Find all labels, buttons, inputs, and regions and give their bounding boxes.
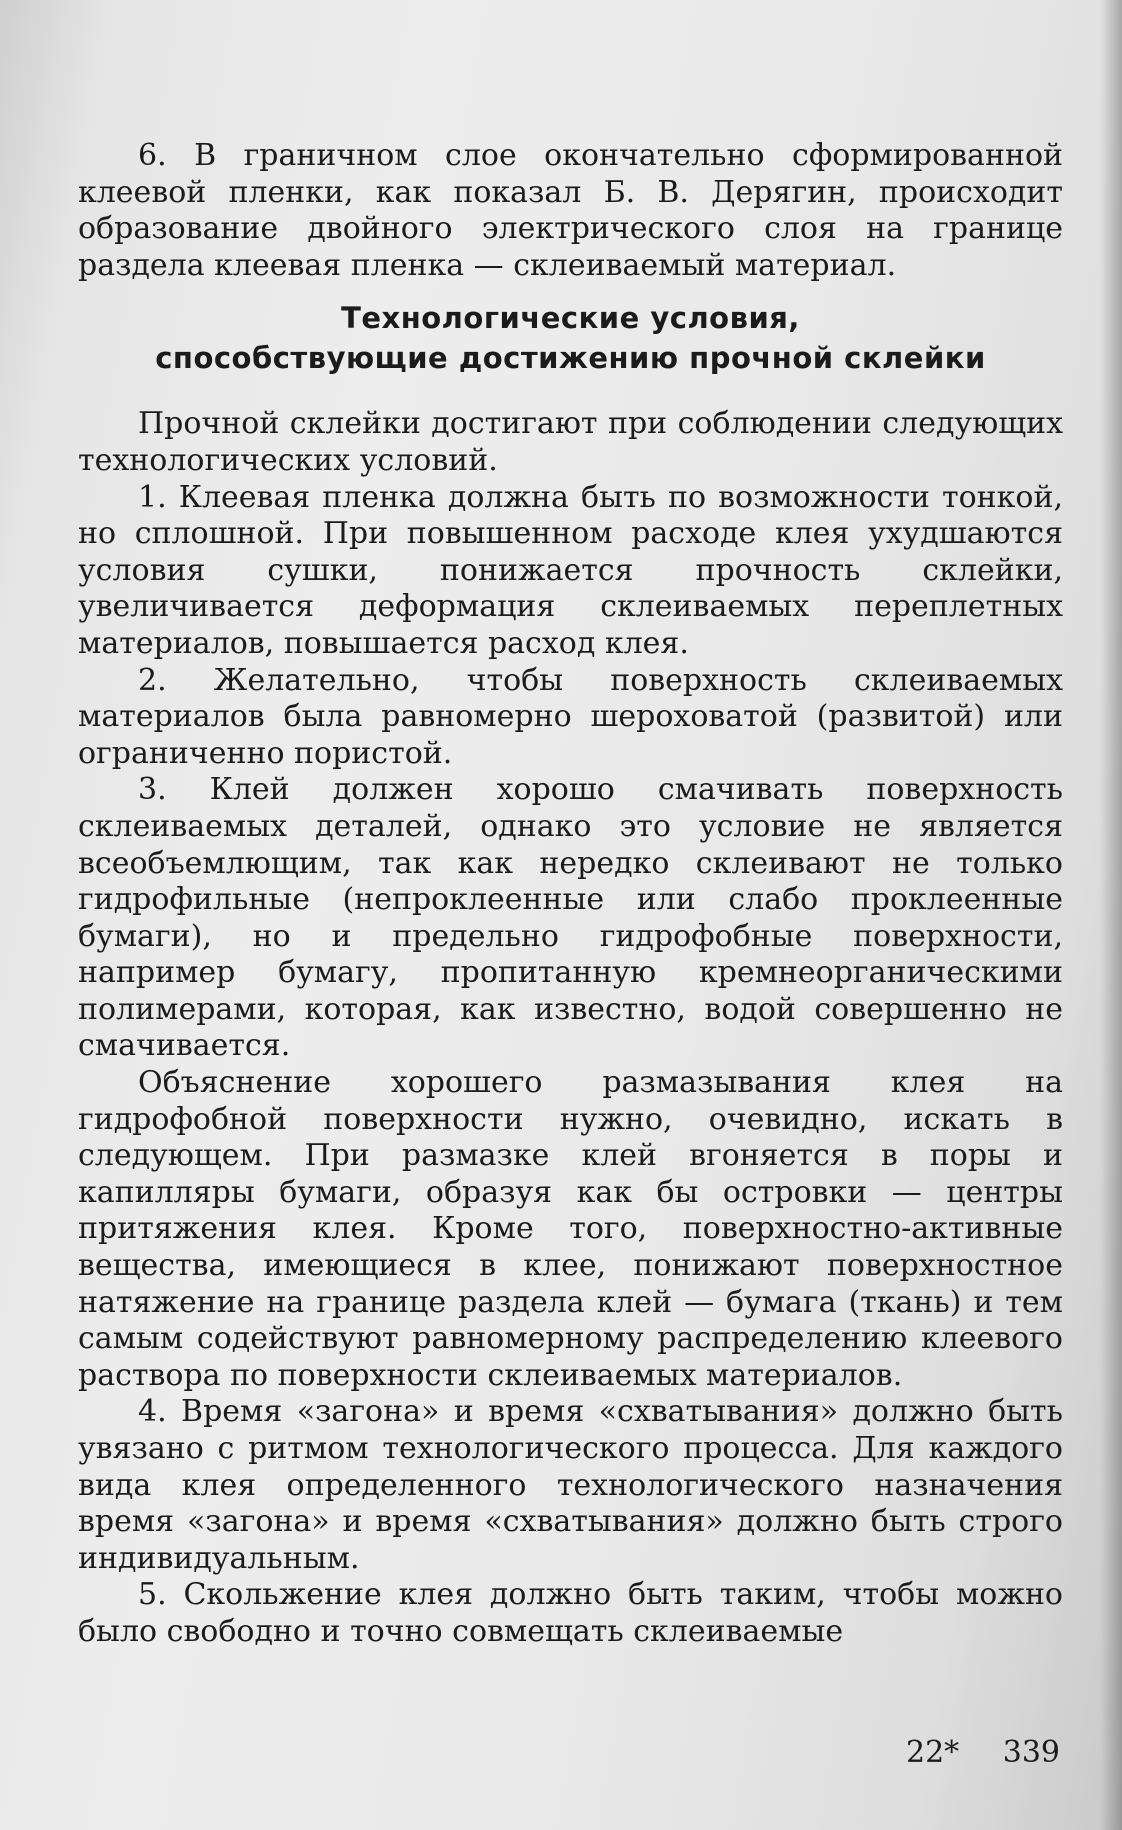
section-heading: [78, 298, 1063, 378]
condition-1: 1. Клеевая пленка должна быть по возможности тонкой, но сплошной. При повышенном расходе клея ухудшаются условия сушки, понижается прочность склейки, увеличивается деформация склеиваемых переплетных материалов, повышается расход клея.: [78, 479, 1063, 661]
condition-2: 2. Желательно, чтобы поверхность склеиваемых материалов была равномерно шероховатой (развитой) или ограниченно пористой.: [78, 662, 1063, 771]
condition-4: 4. Время «загона» и время «схватывания» должно быть увязано с ритмом технологического процесса. Для каждого вида клея определенного технологического назначения время «загона» и время «схватывания» должно быть строго индивидуальным.: [78, 1394, 1063, 1576]
condition-5: 5. Скольжение клея должно быть таким, чтобы можно было свободно и точно совмещать склеиваемые: [78, 1577, 1063, 1649]
explanation-paragraph: Объяснение хорошего размазывания клея на гидрофобной поверхности нужно, очевидно, искать в следующем. При размазке клей вгоняется в поры и капилляры бумаги, образуя как бы островки — центры притяжения клея. Кроме того, поверхностно-активные вещества, имеющиеся в клее, понижают поверхностное натяжение на границе раздела клей — бумага (ткань) и тем самым содействуют равномерному распределению клеевого раствора по поверхности склеиваемых материалов.: [78, 1065, 1063, 1393]
heading-line-2: способствующие достижению прочной склейки: [155, 341, 986, 376]
printer-signature: 22*: [906, 1735, 960, 1770]
page-footer: [906, 1735, 1060, 1770]
paragraph-6: 6. В граничном слое окончательно сформированной клеевой пленки, как показал Б. В. Дерягин, происходит образование двойного электрического слоя на границе раздела клеевая пленка — склеиваемый материал.: [78, 138, 1063, 283]
page-text: [78, 138, 1063, 1651]
page-number: 339: [1002, 1735, 1060, 1770]
heading-line-1: Технологические условия,: [341, 301, 800, 336]
condition-3: 3. Клей должен хорошо смачивать поверхность склеиваемых деталей, однако это условие не является всеобъемлющим, так как нередко склеивают не только гидрофильные (непроклеенные или слабо проклеенные бумаги), но и предельно гидрофобные поверхности, например бумагу, пропитанную кремнеорганическими полимерами, которая, как известно, водой совершенно не смачивается.: [78, 772, 1063, 1064]
intro-paragraph: Прочной склейки достигают при соблюдении следующих технологических условий.: [78, 406, 1063, 478]
